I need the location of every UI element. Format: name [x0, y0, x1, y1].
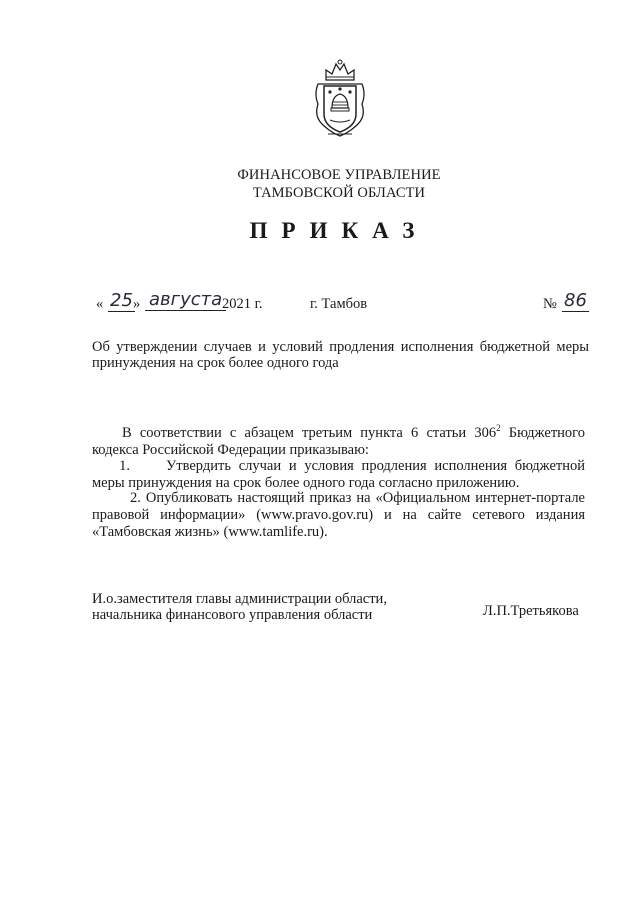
- signatory-position: [92, 591, 387, 623]
- coat-of-arms-emblem: [312, 58, 368, 140]
- preamble-text-part-1: В соответствии с абзацем третьим пункта 6 статьи 306: [122, 424, 497, 441]
- city-name: г. Тамбов: [310, 296, 368, 312]
- order-item-1-text: Утвердить случаи и условия продления исполнения бюджетной меры принуждения на срок более одного года согласно приложению.: [92, 458, 585, 491]
- date-quote-open: «: [96, 296, 104, 312]
- order-subject: Об утверждении случаев и условий продления исполнения бюджетной меры принуждения на срок более одного года: [92, 339, 589, 371]
- date-day-handwritten: 25: [110, 290, 133, 311]
- order-number-handwritten: 86: [564, 290, 587, 311]
- date-year: 2021 г.: [222, 296, 263, 312]
- order-number-label: №: [543, 296, 557, 312]
- preamble-paragraph: [92, 420, 585, 459]
- order-item-1-number: 1.: [119, 458, 130, 474]
- org-name-line-2: ТАМБОВСКОЙ ОБЛАСТИ: [252, 185, 426, 201]
- article-superscript: 2: [496, 423, 501, 433]
- preamble-text-part-2: Бюджетного кодекса Российской Федерации приказываю:: [92, 424, 586, 458]
- signatory-name: Л.П.Третьякова: [483, 603, 579, 619]
- org-name-line-1: ФИНАНСОВОЕ УПРАВЛЕНИЕ: [237, 167, 441, 183]
- date-quote-close: »: [133, 296, 141, 312]
- order-item-2: 2. Опубликовать настоящий приказ на «Официальном интернет-портале правовой информации» (www.pravo.gov.ru) и на сайте сетевого издания «Тамбовская жизнь» (www.tamlife.ru).: [92, 490, 585, 540]
- order-item-1: [92, 458, 585, 492]
- signatory-position-line-2: начальника финансового управления области: [92, 607, 373, 623]
- document-type-title: ПРИКАЗ: [249, 218, 429, 243]
- dateline: [0, 290, 640, 320]
- date-month-handwritten: августа: [145, 289, 226, 311]
- signatory-position-line-1: И.о.заместителя главы администрации области,: [92, 591, 387, 607]
